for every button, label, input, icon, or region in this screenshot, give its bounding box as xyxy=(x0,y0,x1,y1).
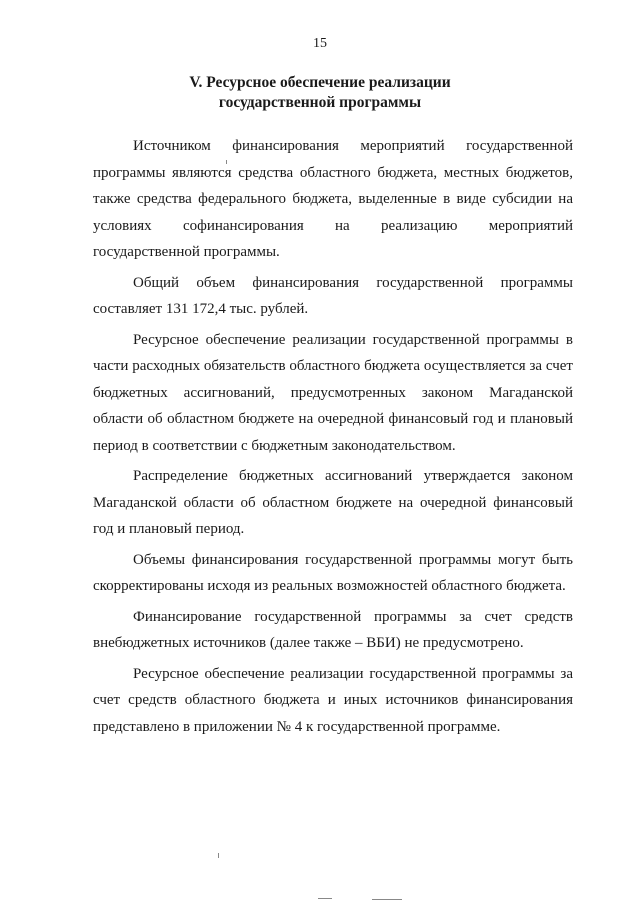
paragraph-appendix-reference: Ресурсное обеспечение реализации государственной программы за счет средств областного бюджета и иных источников финансирования представлено в приложении № 4 к государственной программе. xyxy=(93,665,573,735)
scan-speck xyxy=(226,160,227,164)
scan-speck xyxy=(318,898,332,899)
paragraph-allocation: Распределение бюджетных ассигнований утверждается законом Магаданской области об областном бюджете на очередной финансовый год и плановый период. xyxy=(93,468,573,537)
section-heading-line-1: V. Ресурсное обеспечение реализации xyxy=(189,74,451,91)
section-heading xyxy=(0,73,640,113)
paragraph-total-volume: Общий объем финансирования государственной программы составляет 131 172,4 тыс. рублей. xyxy=(93,274,573,317)
body-text xyxy=(93,133,573,744)
page-number: 15 xyxy=(313,36,327,51)
paragraph-off-budget: Финансирование государственной программы за счет средств внебюджетных источников (далее также – ВБИ) не предусмотрено. xyxy=(93,608,573,651)
scan-speck xyxy=(372,899,402,900)
scan-speck xyxy=(218,853,219,858)
section-heading-line-2: государственной программы xyxy=(218,94,422,111)
paragraph-adjustment: Объемы финансирования государственной программы могут быть скорректированы исходя из реальных возможностей областного бюджета. xyxy=(93,551,573,594)
paragraph-funding-sources: Источником финансирования мероприятий государственной программы являются средства областного бюджета, местных бюджетов, также средства федерального бюджета, выделенные в виде субсидии на условиях софинансирования на реализацию мероприятий государственной программы. xyxy=(93,138,573,260)
paragraph-regional-budget: Ресурсное обеспечение реализации государственной программы в части расходных обязательств областного бюджета осуществляется за счет бюджетных ассигнований, предусмотренных законом Магаданской области об областном бюджете на очередной финансовый год и плановый период в соответствии с бюджетным законодательством. xyxy=(93,331,573,454)
